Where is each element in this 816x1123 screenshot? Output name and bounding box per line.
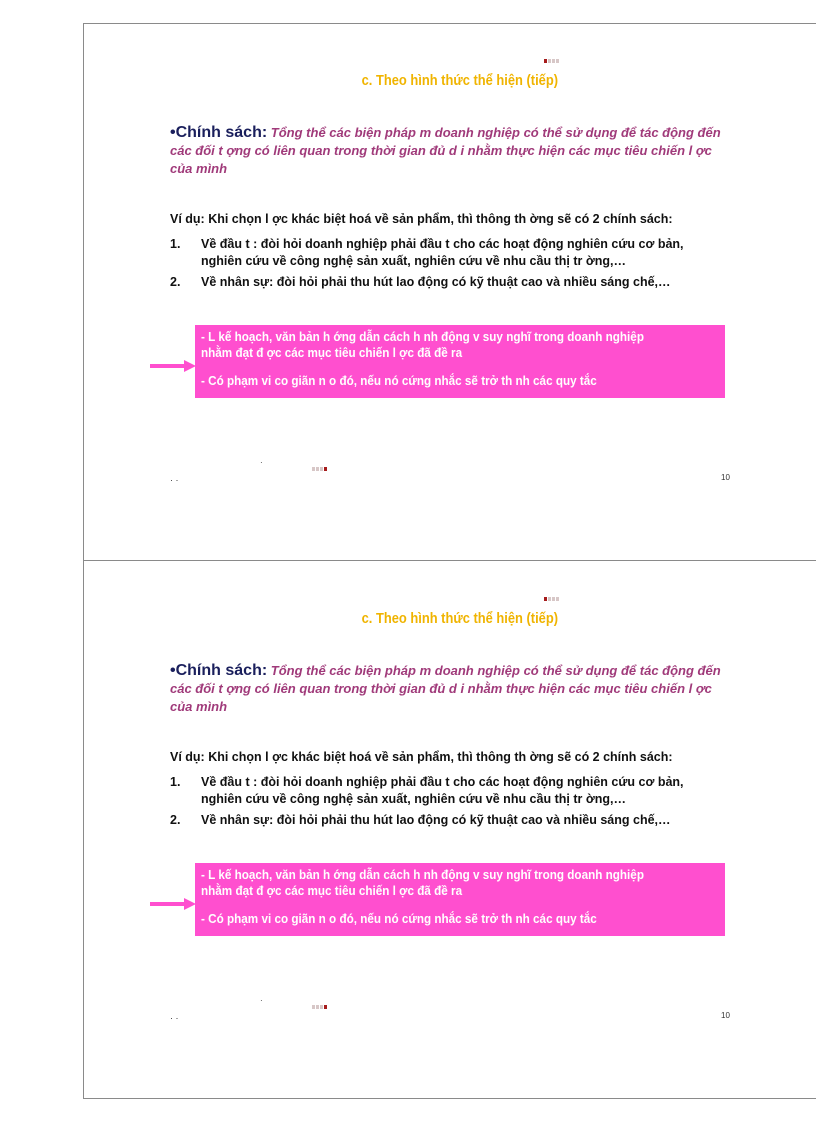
arrow-right-icon [150, 898, 196, 910]
policy-text: Tổng thể các biện pháp m doanh nghiệp có thể sử dụng để tác động đến các đối t ợng có liên quan trong thời gian đủ d i nhằm thực hiện các mục tiêu chiến l ợc của mình [170, 663, 721, 714]
slide-title: c. Theo hình thức thể hiện (tiếp) [361, 72, 559, 89]
arrow-right-icon [150, 360, 196, 372]
slide-title: c. Theo hình thức thể hiện (tiếp) [361, 610, 559, 627]
top-decoration [544, 597, 564, 601]
highlight-line: - L kế hoạch, văn bản h ớng dẫn cách h nh động v suy nghĩ trong doanh nghiệp [201, 329, 644, 344]
top-decoration [544, 59, 564, 63]
policy-definition [170, 124, 730, 178]
list-item-number: 1. [170, 237, 181, 251]
policy-definition [170, 662, 730, 716]
policy-text: Tổng thể các biện pháp m doanh nghiệp có thể sử dụng để tác động đến các đối t ợng có liên quan trong thời gian đủ d i nhằm thực hiện các mục tiêu chiến l ợc của mình [170, 125, 721, 176]
page-number: 10 [721, 473, 730, 482]
highlight-line: - Có phạm vi co giãn n o đó, nếu nó cứng nhắc sẽ trở th nh các quy tắc [201, 373, 597, 388]
highlight-line: nhằm đạt đ ợc các mục tiêu chiến l ợc đã đề ra [201, 345, 463, 360]
list-item-text: Về nhân sự: đòi hỏi phải thu hút lao động có kỹ thuật cao và nhiều sáng chế,… [201, 813, 671, 827]
list-item-number: 2. [170, 813, 181, 827]
highlight-line: - Có phạm vi co giãn n o đó, nếu nó cứng nhắc sẽ trở th nh các quy tắc [201, 911, 597, 926]
slide-2 [84, 562, 816, 1098]
slide-divider [83, 560, 816, 561]
policy-label: •Chính sách: [170, 662, 268, 679]
policy-label: •Chính sách: [170, 124, 268, 141]
list-item-text: Về đầu t : đòi hỏi doanh nghiệp phải đầu t cho các hoạt động nghiên cứu cơ bản, nghiên cứu về công nghệ sản xuất, nghiên cứu về nhu cầu thị tr ờng,… [201, 775, 684, 806]
footer-marks: · · [170, 1013, 179, 1023]
list-item-text: Về nhân sự: đòi hỏi phải thu hút lao động có kỹ thuật cao và nhiều sáng chế,… [201, 275, 671, 289]
slide-1 [84, 24, 816, 560]
example-heading: Ví dụ: Khi chọn l ợc khác biệt hoá về sản phẩm, thì thông th ờng sẽ có 2 chính sách: [170, 212, 673, 226]
bottom-decoration [312, 467, 336, 471]
list-item-text: Về đầu t : đòi hỏi doanh nghiệp phải đầu t cho các hoạt động nghiên cứu cơ bản, nghiên cứu về công nghệ sản xuất, nghiên cứu về nhu cầu thị tr ờng,… [201, 237, 684, 268]
example-heading: Ví dụ: Khi chọn l ợc khác biệt hoá về sản phẩm, thì thông th ờng sẽ có 2 chính sách: [170, 750, 673, 764]
footer-dot: · [260, 996, 263, 1005]
highlight-box [195, 863, 725, 936]
footer-marks: · · [170, 475, 179, 485]
list-item-number: 1. [170, 775, 181, 789]
footer-dot: · [260, 458, 263, 467]
page-number: 10 [721, 1011, 730, 1020]
highlight-line: nhằm đạt đ ợc các mục tiêu chiến l ợc đã đề ra [201, 883, 463, 898]
bottom-decoration [312, 1005, 336, 1009]
highlight-line: - L kế hoạch, văn bản h ớng dẫn cách h nh động v suy nghĩ trong doanh nghiệp [201, 867, 644, 882]
highlight-box [195, 325, 725, 398]
list-item-number: 2. [170, 275, 181, 289]
